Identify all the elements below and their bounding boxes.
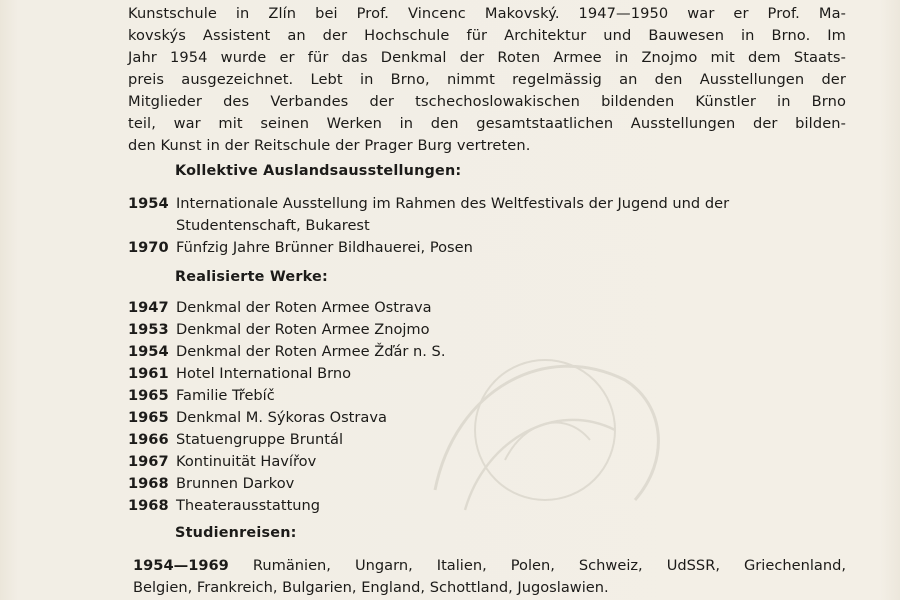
biography-line: teil, war mit seinen Werken in den gesamtstaatlichen Ausstellungen der bilden- — [128, 115, 846, 132]
biography-line: kovskýs Assistent an der Hochschule für Architektur und Bauwesen in Brno. Im — [128, 27, 846, 44]
list-item — [128, 407, 387, 429]
travels-paragraph — [133, 555, 846, 599]
travels-line — [133, 555, 846, 577]
list-item — [128, 363, 351, 385]
entry-text: Denkmal der Roten Armee Ostrava — [176, 299, 432, 316]
biography-line: preis ausgezeichnet. Lebt in Brno, nimmt regelmässig an den Ausstellungen der — [128, 71, 846, 88]
list-item — [128, 429, 343, 451]
works-heading: Realisierte Werke: — [175, 269, 328, 285]
entry-year: 1965 — [128, 409, 169, 426]
entry-text: Hotel International Brno — [176, 365, 352, 382]
travels-line: Belgien, Frankreich, Bulgarien, England, Schottland, Jugoslawien. — [133, 579, 609, 596]
entry-text: Denkmal M. Sýkoras Ostrava — [176, 409, 387, 426]
entry-year: 1966 — [128, 431, 169, 448]
biography-paragraph — [128, 3, 846, 157]
entry-year: 1947 — [128, 299, 169, 316]
entry-year: 1967 — [128, 453, 169, 470]
biography-line: Kunstschule in Zlín bei Prof. Vincenc Makovský. 1947—1950 war er Prof. Ma- — [128, 5, 846, 22]
entry-year: 1970 — [128, 239, 169, 256]
list-item — [128, 385, 275, 407]
entry-text-continued: Studentenschaft, Bukarest — [176, 217, 370, 234]
list-item — [128, 451, 316, 473]
biography-line: Jahr 1954 wurde er für das Denkmal der Roten Armee in Znojmo mit dem Staats- — [128, 49, 846, 66]
entry-year: 1954 — [128, 195, 169, 212]
biography-line: den Kunst in der Reitschule der Prager Burg vertreten. — [128, 137, 531, 154]
entry-year: 1965 — [128, 387, 169, 404]
entry-text: Fünfzig Jahre Brünner Bildhauerei, Posen — [176, 239, 473, 256]
list-item — [128, 473, 294, 495]
entry-text: Statuengruppe Bruntál — [176, 431, 344, 448]
entry-text: Internationale Ausstellung im Rahmen des Weltfestivals der Jugend und der — [176, 195, 730, 212]
exhibitions-heading: Kollektive Auslandsausstellungen: — [175, 163, 462, 179]
entry-text: Theaterausstattung — [176, 497, 321, 514]
entry-year: 1961 — [128, 365, 169, 382]
entry-text: Denkmal der Roten Armee Žďár n. S. — [176, 343, 446, 360]
entry-text: Brunnen Darkov — [176, 475, 295, 492]
entry-text: Denkmal der Roten Armee Znojmo — [176, 321, 430, 338]
entry-year: 1968 — [128, 497, 169, 514]
biography-line: Mitglieder des Verbandes der tschechoslowakischen bildenden Künstler in Brno — [128, 93, 846, 110]
travels-year: 1954—1969 — [133, 557, 229, 574]
entry-year: 1968 — [128, 475, 169, 492]
entry-text: Familie Třebíč — [176, 387, 275, 404]
travels-countries: Rumänien, Ungarn, Italien, Polen, Schweiz, UdSSR, Griechenland, — [252, 557, 846, 574]
entry-year: 1954 — [128, 343, 169, 360]
list-item — [128, 495, 320, 517]
list-item — [128, 193, 729, 215]
list-item — [128, 341, 445, 363]
list-item — [128, 319, 430, 341]
travels-heading: Studienreisen: — [175, 525, 297, 541]
list-item — [128, 297, 432, 319]
list-item — [128, 237, 473, 259]
entry-year: 1953 — [128, 321, 169, 338]
entry-text: Kontinuität Havířov — [176, 453, 317, 470]
